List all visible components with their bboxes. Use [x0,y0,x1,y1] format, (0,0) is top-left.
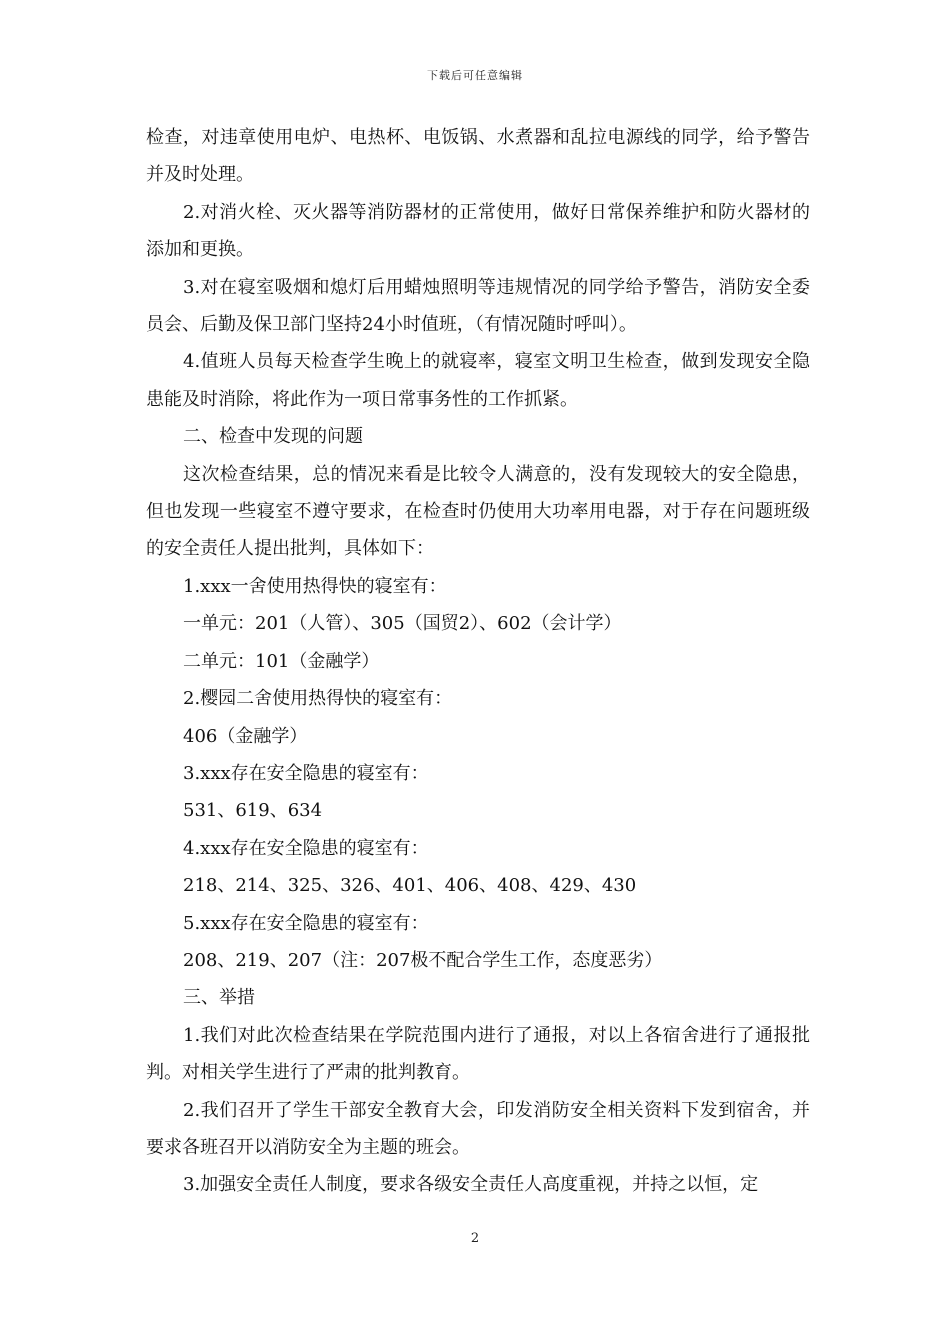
list-detail-2: 406（金融学） [183,725,308,747]
list-detail-1b: 二单元：101（金融学） [183,650,380,672]
paragraph-2: 2.对消火栓、灭火器等消防器材的正常使用，做好日常保养维护和防火器材的添加和更换。 [146,201,810,261]
paragraph-1: 检查，对违章使用电炉、电热杯、电饭锅、水煮器和乱拉电源线的同学，给予警告并及时处理。 [146,127,810,186]
list-item-3: 3.xxx存在安全隐患的寝室有： [183,762,429,784]
list-detail-5: 208、219、207（注：207极不配合学生工作，态度恶劣） [183,949,663,971]
list-item-2: 2.樱园二舍使用热得快的寝室有： [183,688,453,710]
page-header: 下载后可任意编辑 [427,69,523,82]
document-body [146,119,810,1204]
list-item-5: 5.xxx存在安全隐患的寝室有： [183,912,429,934]
paragraph-3: 3.对在寝室吸烟和熄灯后用蜡烛照明等违规情况的同学给予警告，消防安全委员会、后勤及保卫部门坚持24小时值班，（有情况随时呼叫）。 [146,276,810,336]
list-detail-1a: 一单元：201（人管）、305（国贸2）、602（会计学） [183,613,622,635]
list-detail-3: 531、619、634 [183,800,323,822]
list-item-4: 4.xxx存在安全隐患的寝室有： [183,837,429,859]
measure-2: 2.我们召开了学生干部安全教育大会，印发消防安全相关资料下发到宿舍，并要求各班召开以消防安全为主题的班会。 [146,1099,810,1158]
measure-1: 1.我们对此次检查结果在学院范围内进行了通报，对以上各宿舍进行了通报批判。对相关学生进行了严肃的批判教育。 [146,1024,810,1084]
paragraph-5: 这次检查结果，总的情况来看是比较令人满意的，没有发现较大的安全隐患，但也发现一些寝室不遵守要求，在检查时仍使用大功率用电器，对于存在问题班级的安全责任人提出批判，具体如下： [146,463,810,560]
list-detail-4: 218、214、325、326、401、406、408、429、430 [183,875,637,897]
section-heading-2: 二、检查中发现的问题 [183,426,363,448]
measure-3: 3.加强安全责任人制度，要求各级安全责任人高度重视，并持之以恒，定 [183,1174,759,1196]
section-heading-3: 三、举措 [183,987,255,1009]
page-number: 2 [470,1231,480,1246]
list-item-1: 1.xxx一舍使用热得快的寝室有： [183,575,447,597]
paragraph-4: 4.值班人员每天检查学生晚上的就寝率，寝室文明卫生检查，做到发现安全隐患能及时消除，将此作为一项日常事务性的工作抓紧。 [146,351,810,410]
